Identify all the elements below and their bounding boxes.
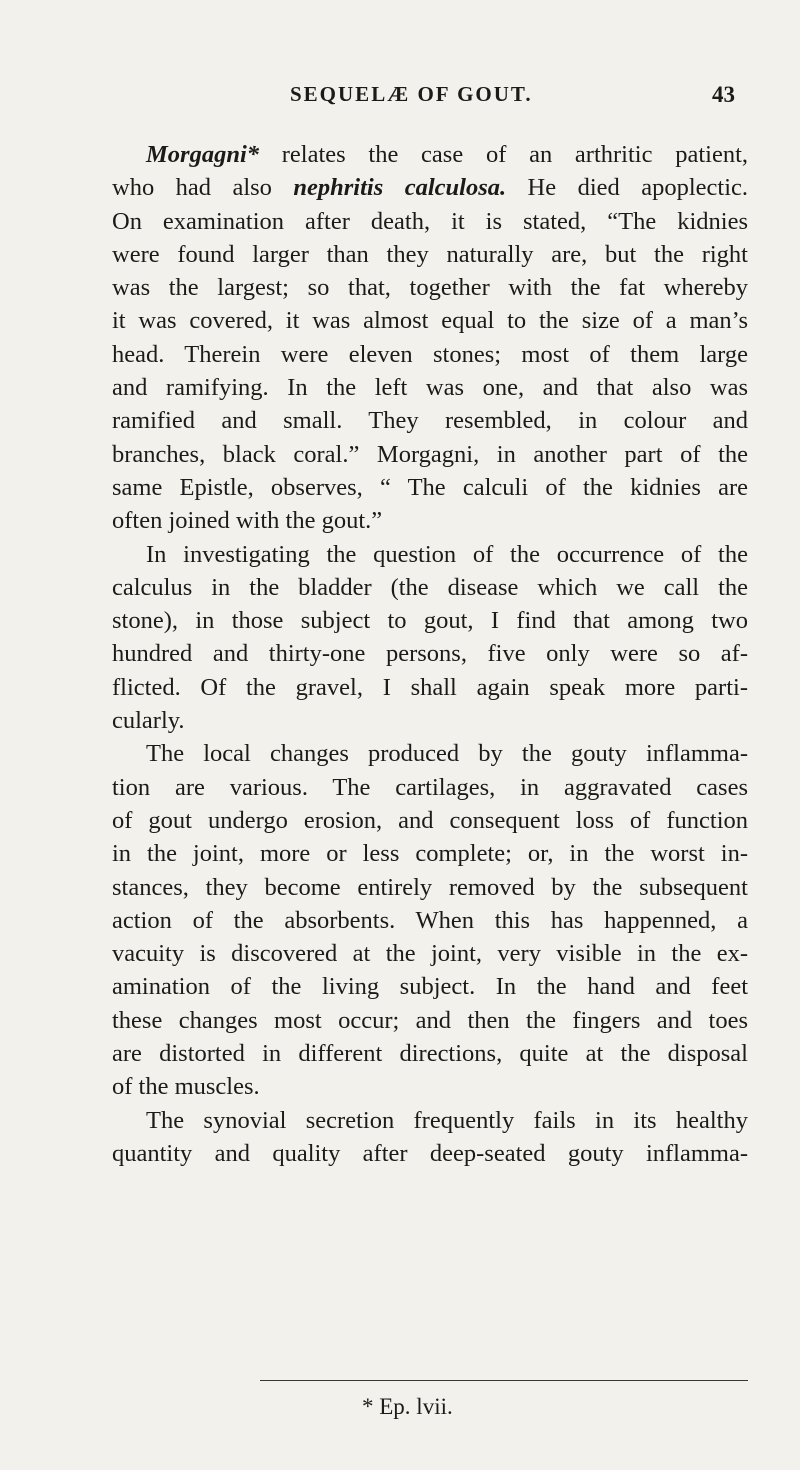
text-line: Morgagni* relates the case of an arthritic patient, xyxy=(146,141,748,168)
text-line: calculus in the bladder (the disease which we call the xyxy=(112,573,748,601)
author-name: Morgagni* xyxy=(146,141,260,168)
body-text xyxy=(112,138,748,1170)
footnote: * Ep. lvii. xyxy=(362,1394,453,1419)
footnote-divider xyxy=(260,1380,748,1381)
text-line: of gout undergo erosion, and consequent loss of function xyxy=(112,806,748,834)
disease-term: nephritis calculosa. xyxy=(293,174,507,202)
text-line: action of the absorbents. When this has happenned, a xyxy=(112,906,748,934)
text-line: was the largest; so that, together with the fat whereby xyxy=(112,274,748,302)
text-line: In investigating the question of the occurrence of the xyxy=(146,540,748,568)
text-line: of the muscles. xyxy=(112,1073,260,1101)
text-line: flicted. Of the gravel, I shall again speak more parti- xyxy=(112,673,748,701)
running-head: SEQUELÆ OF GOUT. xyxy=(290,82,533,106)
text-line: cularly. xyxy=(112,707,185,735)
text-line: often joined with the gout.” xyxy=(112,507,383,535)
text-line: were found larger than they naturally are, but the right xyxy=(112,240,748,268)
text-line: The synovial secretion frequently fails in its healthy xyxy=(146,1106,748,1134)
page-header xyxy=(0,82,800,122)
text-line: vacuity is discovered at the joint, very visible in the ex- xyxy=(112,940,748,968)
text-line: stances, they become entirely removed by the subsequent xyxy=(112,873,748,901)
text-line: and ramifying. In the left was one, and that also was xyxy=(112,374,748,402)
text-line: tion are various. The cartilages, in aggravated cases xyxy=(112,773,748,801)
text-line: amination of the living subject. In the hand and feet xyxy=(112,973,748,1001)
page-number: 43 xyxy=(712,82,735,107)
text-line: The local changes produced by the gouty inflamma- xyxy=(146,740,748,768)
text-line: who had also nephritis calculosa. He died apoplectic. xyxy=(112,174,748,202)
text-line: hundred and thirty-one persons, five only were so af- xyxy=(112,640,748,668)
text-line: ramified and small. They resembled, in colour and xyxy=(112,407,748,435)
text-line: same Epistle, observes, “ The calculi of the kidnies are xyxy=(112,473,748,501)
text-line: it was covered, it was almost equal to the size of a man’s xyxy=(112,307,748,335)
text-line: are distorted in different directions, quite at the disposal xyxy=(112,1040,748,1068)
text-line: head. Therein were eleven stones; most of them large xyxy=(112,340,748,368)
text-line: these changes most occur; and then the fingers and toes xyxy=(112,1006,748,1034)
text-line: branches, black coral.” Morgagni, in another part of the xyxy=(112,440,748,468)
text-line: quantity and quality after deep-seated gouty inflamma- xyxy=(112,1139,748,1167)
text-line: stone), in those subject to gout, I find that among two xyxy=(112,607,748,635)
text-line: in the joint, more or less complete; or, in the worst in- xyxy=(112,840,748,868)
text-line: On examination after death, it is stated, “The kidnies xyxy=(112,207,748,235)
